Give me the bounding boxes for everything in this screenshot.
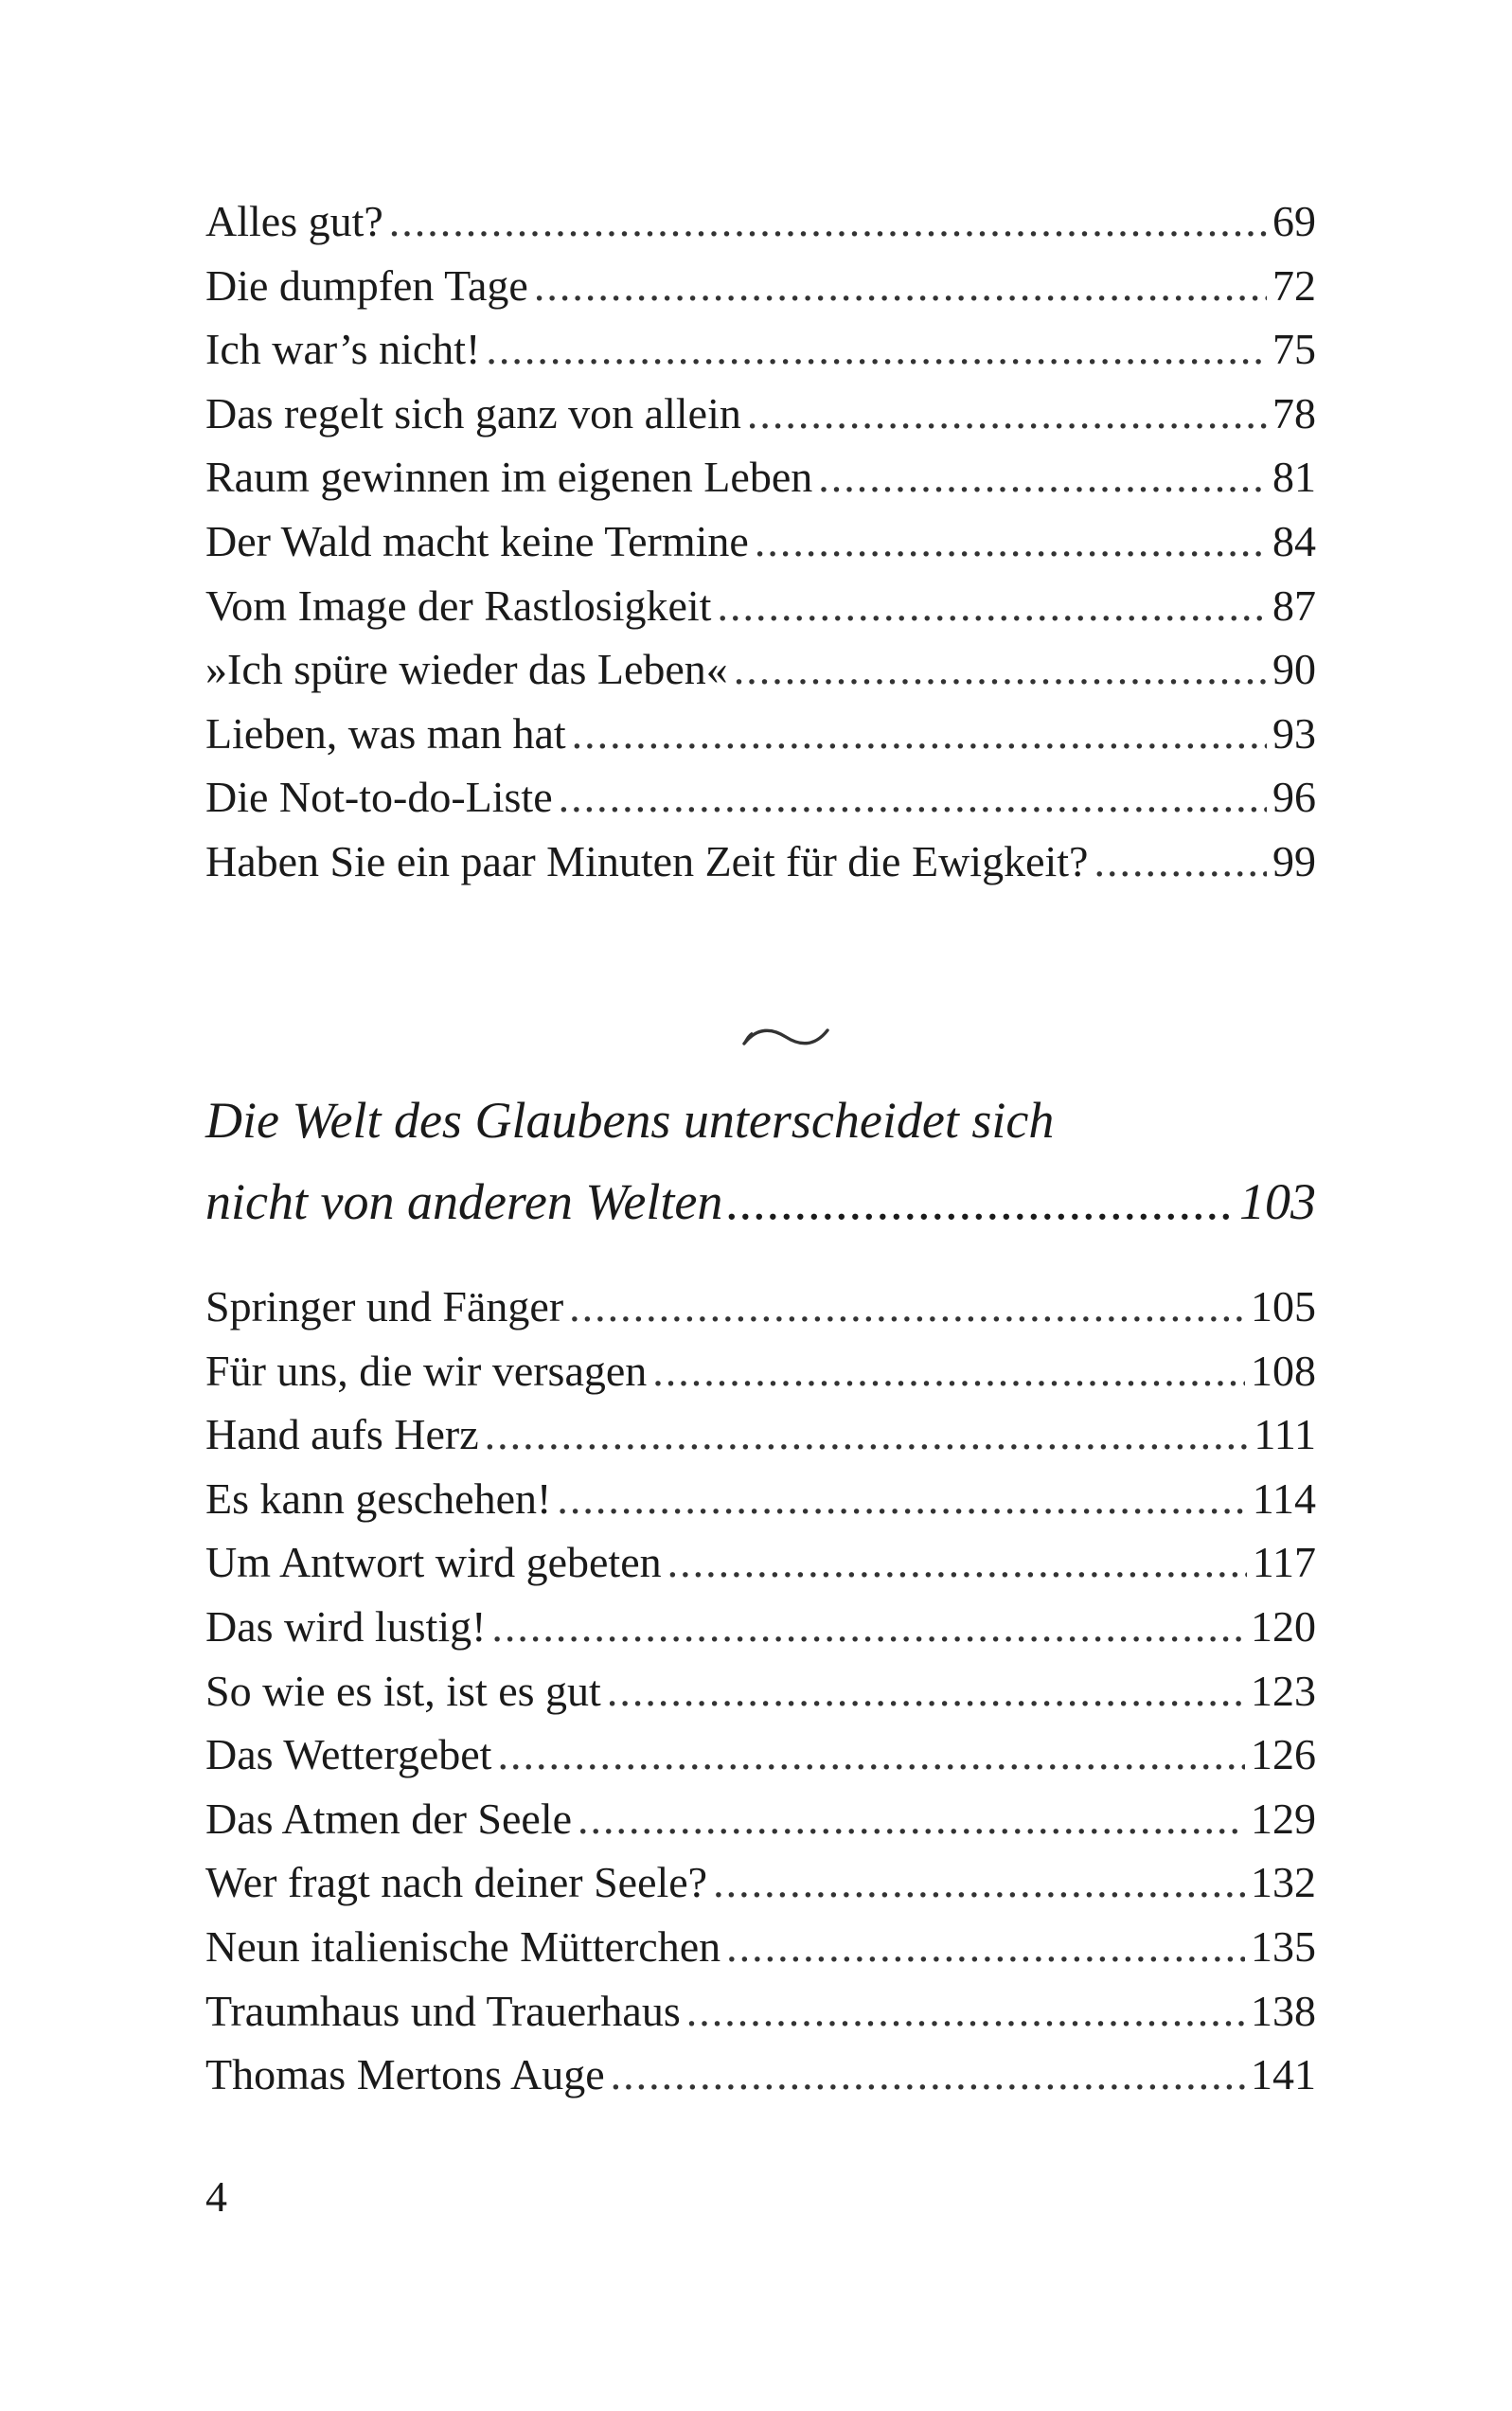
dot-leader [755,509,1267,574]
toc-entry[interactable] [205,830,1316,894]
toc-entry-page: 117 [1252,1538,1316,1587]
toc-entry-page: 81 [1272,453,1316,502]
toc-entry[interactable] [205,1339,1316,1403]
dot-leader [534,254,1267,318]
dot-leader [652,1339,1245,1403]
toc-entry[interactable] [205,509,1316,574]
tilde-swash-icon [740,1023,831,1051]
dot-leader [557,1467,1246,1531]
toc-entry[interactable] [205,445,1316,509]
toc-entry-page: 75 [1272,325,1316,374]
toc-entry-page: 129 [1251,1794,1316,1843]
toc-section-1 [205,189,1316,894]
toc-entry-page: 114 [1252,1473,1316,1523]
dot-leader [486,317,1267,382]
toc-entry[interactable] [205,574,1316,638]
toc-entry-title: Das Wettergebet [205,1730,492,1779]
section-heading-line-2-text: nicht von anderen Welten [205,1173,723,1230]
dot-leader [569,1275,1245,1339]
toc-entry-title: Um Antwort wird gebeten [205,1538,662,1587]
toc-entry-page: 105 [1251,1282,1316,1331]
toc-entry[interactable] [205,1979,1316,2044]
toc-entry-title: Das Atmen der Seele [205,1794,573,1843]
dot-leader [717,574,1267,638]
toc-entry[interactable] [205,189,1316,254]
toc-entry-title: Das regelt sich ganz von allein [205,388,741,438]
toc-entry-page: 84 [1272,516,1316,565]
toc-entry-title: Lieben, was man hat [205,708,566,758]
dot-leader [611,2043,1245,2107]
dot-leader [686,1979,1245,2044]
dot-leader [726,1915,1245,1979]
toc-entry[interactable] [205,1595,1316,1659]
toc-entry-title: Traumhaus und Trauerhaus [205,1986,681,2035]
toc-entry-page: 123 [1251,1666,1316,1715]
toc-entry-title: Raum gewinnen im eigenen Leben [205,453,813,502]
toc-entry-page: 99 [1272,836,1316,885]
toc-entry[interactable] [205,1659,1316,1723]
toc-entry[interactable] [205,1402,1316,1467]
dot-leader [572,702,1267,766]
toc-section-2 [205,1275,1316,2107]
toc-entry-title: Springer und Fänger [205,1282,564,1331]
toc-entry-title: Die Not-to-do-Liste [205,773,553,822]
toc-entry-title: Haben Sie ein paar Minuten Zeit für die Ewigkeit? [205,836,1089,885]
toc-entry[interactable] [205,317,1316,382]
toc-entry[interactable] [205,2043,1316,2107]
toc-entry-page: 135 [1251,1921,1316,1971]
toc-entry-title: Die dumpfen Tage [205,260,528,310]
toc-entry-title: Hand aufs Herz [205,1410,479,1459]
toc-entry-title: Es kann geschehen! [205,1473,552,1523]
toc-entry[interactable] [205,254,1316,318]
toc-entry-page: 138 [1251,1986,1316,2035]
toc-entry-title: Wer fragt nach deiner Seele? [205,1858,708,1907]
toc-entry[interactable] [205,637,1316,702]
toc-entry-title: »Ich spüre wieder das Leben« [205,645,728,694]
dot-leader [667,1530,1247,1595]
toc-entry[interactable] [205,1530,1316,1595]
toc-entry[interactable] [205,1787,1316,1851]
toc-entry-title: Thomas Mertons Auge [205,2050,605,2099]
dot-leader [497,1723,1245,1787]
toc-entry[interactable] [205,1467,1316,1531]
dot-leader [389,189,1267,254]
dot-leader [734,637,1267,702]
toc-entry[interactable] [205,382,1316,446]
dot-leader [713,1850,1245,1915]
dot-leader [491,1595,1245,1659]
toc-entry-page: 96 [1272,773,1316,822]
dot-leader [747,382,1267,446]
toc-entry-title: Das wird lustig! [205,1601,487,1651]
toc-entry-page: 132 [1251,1858,1316,1907]
toc-entry-title: Der Wald macht keine Termine [205,516,749,565]
toc-entry-title: So wie es ist, ist es gut [205,1666,601,1715]
toc-entry-page: 111 [1254,1410,1316,1459]
dot-leader [1094,830,1267,894]
toc-entry-title: Ich war’s nicht! [205,325,481,374]
toc-entry[interactable] [205,702,1316,766]
toc-entry-page: 141 [1251,2050,1316,2099]
toc-entry-page: 72 [1272,260,1316,310]
toc-entry-title: Neun italienische Mütterchen [205,1921,721,1971]
toc-entry-page: 90 [1272,645,1316,694]
section-heading-line-2 [205,1161,1316,1242]
section-heading[interactable] [205,1080,1316,1242]
toc-entry[interactable] [205,765,1316,830]
toc-entry-page: 108 [1251,1346,1316,1395]
dot-leader [485,1402,1249,1467]
dot-leader [578,1787,1245,1851]
dot-leader [818,445,1267,509]
toc-entry[interactable] [205,1275,1316,1339]
toc-entry[interactable] [205,1723,1316,1787]
dot-leader [726,1161,1232,1242]
section-heading-line-1: Die Welt des Glaubens unterscheidet sich [205,1092,1055,1149]
toc-entry-page: 126 [1251,1730,1316,1779]
toc-entry-page: 93 [1272,708,1316,758]
dot-leader [607,1659,1245,1723]
toc-entry-page: 69 [1272,197,1316,245]
section-heading-page: 103 [1239,1173,1316,1230]
toc-entry-title: Alles gut? [205,197,383,245]
toc-entry-page: 120 [1251,1601,1316,1651]
toc-entry[interactable] [205,1915,1316,1979]
dot-leader [559,765,1267,830]
toc-entry-title: Vom Image der Rastlosigkeit [205,580,712,630]
toc-entry-title: Für uns, die wir versagen [205,1346,648,1395]
toc-entry-page: 78 [1272,388,1316,438]
toc-entry-page: 87 [1272,580,1316,630]
page-number: 4 [205,2172,227,2221]
toc-entry[interactable] [205,1850,1316,1915]
